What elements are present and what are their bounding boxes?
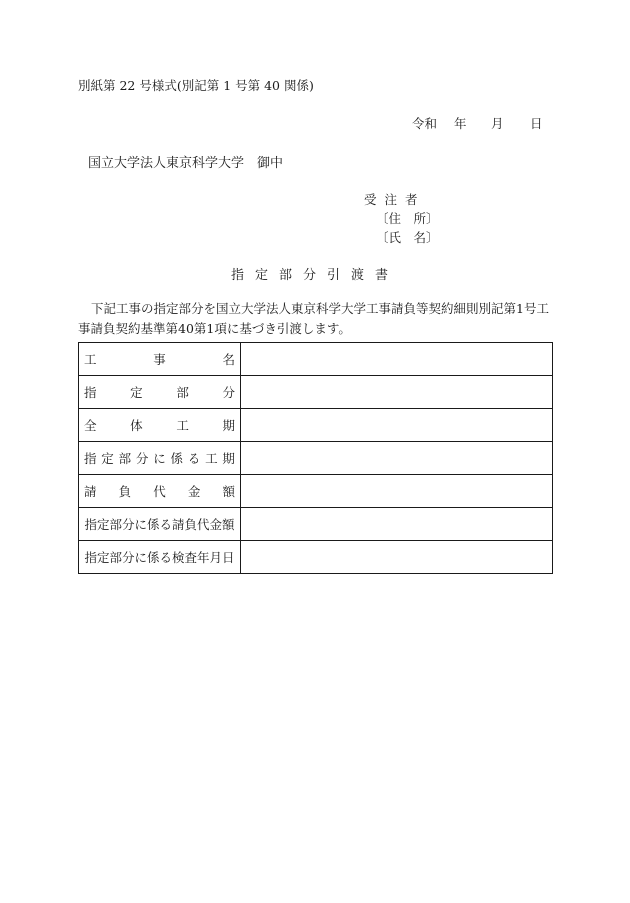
row-value-designated-part[interactable] <box>241 376 553 409</box>
label-char: 定 <box>101 451 114 466</box>
document-title: 指定部分引渡書 <box>230 268 399 283</box>
label-char: 分 <box>135 451 149 466</box>
label-char: 負 <box>118 484 132 499</box>
contractor-address-label: 〔住 所〕 <box>376 211 439 226</box>
table-row <box>79 442 553 475</box>
row-value-total-period[interactable] <box>241 409 553 442</box>
body-text: 下記工事の指定部分を国立大学法人東京科学大学工事請負等契約細則別記第1号工事請負契約基準第40第1項に基づき引渡します。 <box>78 301 549 336</box>
label-char: 期 <box>222 451 235 466</box>
label-char: 指 <box>84 451 97 466</box>
table-row <box>79 508 553 541</box>
table-row <box>79 376 553 409</box>
label-char: 部 <box>176 385 189 400</box>
row-value-construction-name[interactable] <box>241 343 553 376</box>
label-text <box>84 416 235 434</box>
date-month-unit: 月 <box>491 116 504 131</box>
label-char: 請 <box>84 484 97 499</box>
label-char: 工 <box>176 418 189 433</box>
row-label-contract-amount <box>79 475 241 508</box>
addressee: 国立大学法人東京科学大学 御中 <box>88 156 284 171</box>
label-char: 工 <box>84 352 97 367</box>
row-label-construction-name <box>79 343 241 376</box>
date-day-unit: 日 <box>530 116 543 131</box>
label-char: 額 <box>222 484 235 499</box>
date-era: 令和 <box>412 116 438 131</box>
label-char: 定 <box>130 385 143 400</box>
label-text: 指定部分に係る検査年月日 <box>84 550 235 565</box>
row-label-designated-amount <box>79 508 241 541</box>
contractor-name-label: 〔氏 名〕 <box>376 230 439 245</box>
label-char: 体 <box>130 418 143 433</box>
label-char: 金 <box>187 484 201 499</box>
row-value-contract-amount[interactable] <box>241 475 553 508</box>
label-text <box>84 482 235 500</box>
label-char: 事 <box>153 352 166 367</box>
label-text <box>84 383 235 401</box>
date-year-unit: 年 <box>454 116 467 131</box>
label-text: 指定部分に係る請負代金額 <box>84 517 235 532</box>
label-text <box>84 350 235 368</box>
label-char: 係 <box>170 451 183 466</box>
label-char: 分 <box>222 385 235 400</box>
row-label-total-period <box>79 409 241 442</box>
table-row <box>79 343 553 376</box>
table-row <box>79 409 553 442</box>
row-label-designated-part <box>79 376 241 409</box>
table-row <box>79 475 553 508</box>
label-char: 全 <box>84 418 97 433</box>
row-label-inspection-date <box>79 541 241 574</box>
label-char: る <box>187 451 201 466</box>
label-text <box>84 449 235 467</box>
date-line <box>412 114 543 132</box>
table-row <box>79 541 553 574</box>
row-label-designated-period <box>79 442 241 475</box>
label-char: 期 <box>222 418 235 433</box>
label-char: 部 <box>118 451 132 466</box>
detail-table <box>78 342 553 574</box>
row-value-designated-period[interactable] <box>241 442 553 475</box>
label-char: 指 <box>84 385 97 400</box>
contractor-title: 受注者 <box>364 192 426 207</box>
row-value-inspection-date[interactable] <box>241 541 553 574</box>
form-number: 別紙第 22 号様式(別記第 1 号第 40 関係) <box>78 78 314 93</box>
label-char: 名 <box>222 352 235 367</box>
label-char: 工 <box>205 451 218 466</box>
row-value-designated-amount[interactable] <box>241 508 553 541</box>
label-char: 代 <box>153 484 166 499</box>
label-char: に <box>153 451 166 466</box>
